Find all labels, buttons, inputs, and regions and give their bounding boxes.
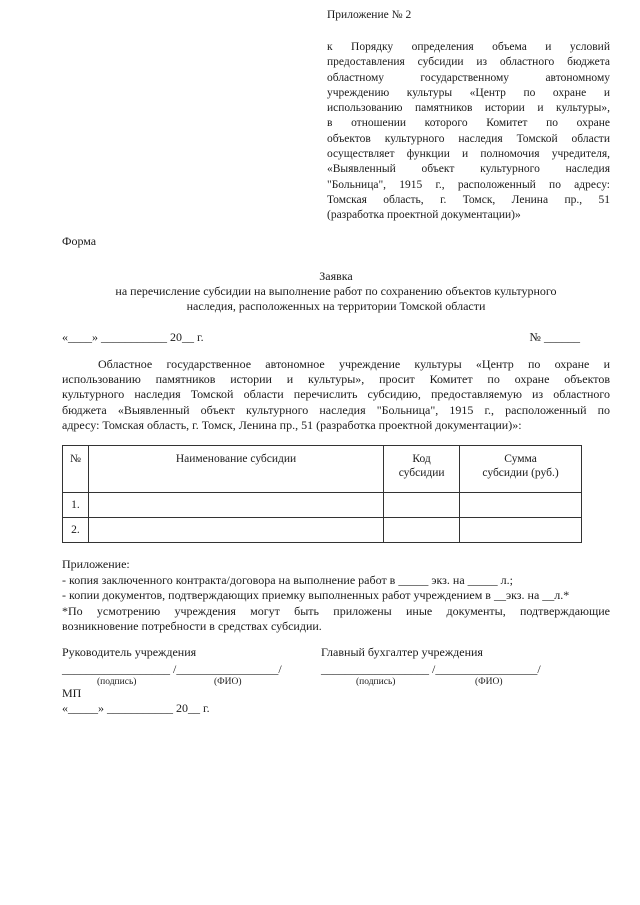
subsidy-amount-cell[interactable] bbox=[460, 493, 582, 518]
accountant-signature-line[interactable]: __________________ /_________________/ bbox=[321, 662, 541, 676]
appendix-line: осуществляет функции и полномочия учредителя, bbox=[327, 148, 610, 161]
paragraph-line: культурного наследия Томской области перечислить субсидию, предоставляемую из областного bbox=[62, 387, 610, 402]
head-fio-caption: (ФИО) bbox=[214, 677, 242, 687]
subsidy-name-cell[interactable] bbox=[88, 518, 383, 543]
paragraph-line: использованию памятников истории и культуры», просит Комитет по охране объектов bbox=[62, 372, 610, 387]
application-date-field[interactable]: «____» ___________ 20__ г. bbox=[62, 330, 204, 344]
attachments-section bbox=[62, 557, 610, 635]
appendix-line: предоставления субсидии из областного бюджета bbox=[327, 56, 610, 69]
appendix-line: использованию памятников истории и культуры», bbox=[327, 102, 610, 115]
accountant-sign-caption: (подпись) bbox=[356, 677, 396, 687]
accountant-fio-caption: (ФИО) bbox=[475, 677, 503, 687]
appendix-line: в отношении которого Комитет по охране bbox=[327, 117, 610, 130]
appendix-line: "Больница", 1915 г., расположенный по адресу: bbox=[327, 178, 610, 191]
date-number-line bbox=[62, 330, 610, 345]
col-header-subsidy-amount: Сумма субсидии (руб.) bbox=[460, 446, 582, 493]
appendix-line: Томская область, г. Томск, Ленина пр., 51 bbox=[327, 193, 610, 206]
stamp-label: МП bbox=[62, 686, 82, 700]
table-row bbox=[63, 493, 582, 518]
attachment-item: - копия заключенного контракта/договора на выполнение работ в _____ экз. на _____ л.; bbox=[62, 572, 513, 587]
form-label: Форма bbox=[62, 234, 97, 248]
document-subtitle-line: наследия, расположенных на территории Томской области bbox=[186, 299, 486, 313]
appendix-line: областному государственному автономному bbox=[327, 71, 610, 84]
subsidy-amount-cell[interactable] bbox=[460, 518, 582, 543]
signature-date-field[interactable]: «_____» ___________ 20__ г. bbox=[62, 701, 210, 715]
attachment-footnote: *По усмотрению учреждения могут быть приложены иные документы, подтверждающие bbox=[62, 603, 610, 618]
request-paragraph bbox=[62, 357, 610, 433]
appendix-heading: Приложение № 2 bbox=[327, 9, 412, 21]
row-number: 1. bbox=[63, 493, 89, 518]
document-title: Заявка bbox=[319, 269, 353, 283]
accountant-signature-label: Главный бухгалтер учреждения bbox=[321, 645, 483, 659]
paragraph-line: адресу: Томская область, г. Томск, Ленина пр., 51 (разработка проектной документации)»: bbox=[62, 417, 522, 432]
appendix-line: объектов культурного наследия Томской области bbox=[327, 132, 610, 145]
col-header-number: № bbox=[63, 446, 89, 493]
appendix-line: (разработка проектной документации)» bbox=[327, 209, 521, 222]
head-signature-label: Руководитель учреждения bbox=[62, 645, 197, 659]
application-number-field[interactable]: № ______ bbox=[529, 330, 580, 344]
attachment-footnote: возникновение потребности в средствах субсидии. bbox=[62, 619, 322, 633]
col-header-subsidy-code: Код субсидии bbox=[384, 446, 460, 493]
row-number: 2. bbox=[63, 518, 89, 543]
appendix-line: к Порядку определения объема и условий bbox=[327, 41, 610, 53]
col-header-subsidy-name: Наименование субсидии bbox=[88, 446, 383, 493]
appendix-reference bbox=[327, 40, 610, 224]
table-header-row bbox=[63, 446, 582, 493]
attachment-item: - копии документов, подтверждающих приемку выполненных работ учреждением в __экз. на __л.* bbox=[62, 588, 570, 602]
head-signature-line[interactable]: __________________ /_________________/ bbox=[62, 662, 282, 676]
head-sign-caption: (подпись) bbox=[97, 677, 137, 687]
paragraph-line: бюджета «Выявленный объект культурного наследия "Больница", 1915 г., расположенный по bbox=[62, 402, 610, 417]
appendix-line: «Выявленный объект культурного наследия bbox=[327, 163, 610, 176]
appendix-line: учреждению культуры «Центр по охране и bbox=[327, 86, 610, 99]
attachments-heading: Приложение: bbox=[62, 557, 130, 571]
document-subtitle-line: на перечисление субсидии на выполнение работ по сохранению объектов культурного bbox=[115, 284, 557, 298]
paragraph-line: Областное государственное автономное учреждение культуры «Центр по охране и bbox=[98, 357, 610, 371]
subsidy-table bbox=[62, 445, 582, 543]
subsidy-name-cell[interactable] bbox=[88, 493, 383, 518]
subsidy-code-cell[interactable] bbox=[384, 493, 460, 518]
subsidy-code-cell[interactable] bbox=[384, 518, 460, 543]
table-row bbox=[63, 518, 582, 543]
